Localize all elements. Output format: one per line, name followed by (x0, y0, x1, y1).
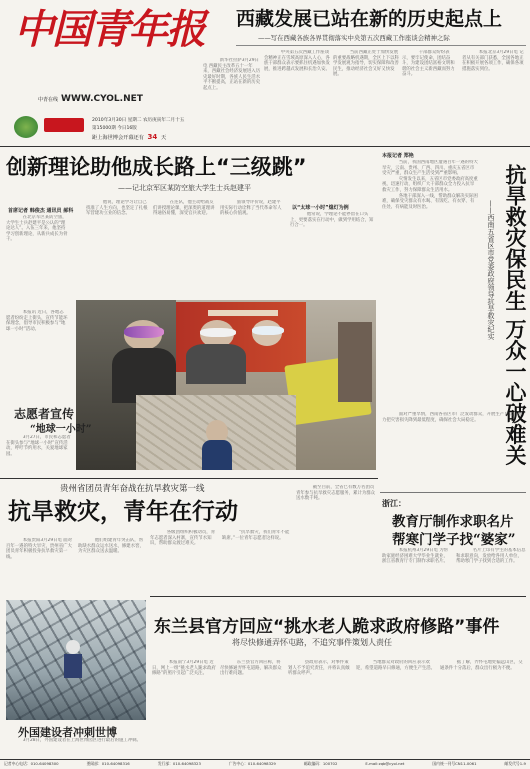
expo-construction-photo (6, 600, 146, 720)
photo-caption-text: 3月27日，市民和志愿者在街头参与“地球一小时”宣传活动，呼吁节约用水，关爱地球家园。 (6, 435, 71, 457)
top-story-col-4: 干部群众纷纷表示，要牢记使命，团结奋斗，为建设团结富裕文明和谐的社会主义新西藏而努力奋斗。 (402, 50, 455, 78)
drought-story-kicker: 贵州省团员青年奋战在抗旱救灾第一线 (60, 484, 205, 494)
masthead-site[interactable] (38, 94, 143, 104)
edu-col-1: 本报杭州3月29日电 为帮助家庭经济困难大学毕业生就业，浙江省教育厅专门制作求职名片。 (382, 548, 449, 565)
side-story-subtitle (482, 200, 496, 340)
lead-story-byline: 首席记者 韩俊杰 通讯员 郝科 (8, 208, 74, 214)
footer-item: 要闻部：010-64098316 (86, 761, 130, 766)
issue-extra: 第15000期 今日16版 (92, 126, 137, 131)
bottom-story-subtitle: 将尽快修通弄怀屯路，不追究事件策划人责任 (232, 638, 392, 647)
top-story-col-3: 当前西藏正处于加快发展的重要战略机遇期，全区上下以科学发展观为指导，切实保障和改善民生，推动经济社会又好又快发展。 (333, 50, 399, 78)
drought-col-5: 截至目前，全省已有数万名团员青年参与抗旱救灾志愿服务，累计为群众送水数千吨。 (296, 485, 376, 502)
side-story-col-2: 面对严重旱情，西南各省区市广泛发动群众，开展生产自救，努力把灾害损失降到最低程度，确保社会大局稳定。 (382, 412, 522, 423)
top-story-subtitle: ——写在西藏各族各界贯彻落实中央第五次西藏工作座谈会精神之际 (258, 34, 450, 42)
small-logo (44, 118, 84, 132)
footer-item: 邮政编码：100702 (303, 761, 338, 766)
footer-bar (4, 761, 526, 769)
photo-caption-title: 志愿者宣传 (14, 407, 75, 421)
side-story-headline-text: 抗旱救灾保民生 万众一心破难关 (503, 164, 527, 466)
drought-story-headline[interactable]: 抗旱救灾，青年在行动 (8, 499, 238, 525)
drought-col-2: 他们组建青年突击队，帮助缺水群众运水送水，修建水窖，为灾区群众送去温暖。 (78, 538, 144, 555)
countdown-days: 34 (147, 133, 158, 141)
expo-countdown (92, 133, 166, 141)
bottom-photo-caption: 外国建设者冲刺世博 (18, 726, 117, 739)
lead-story-col-5: 他常说，学理论不能停留在口头上，更要落实在行动中，做到学用结合，知行合一。 (290, 212, 374, 229)
edu-story-line2[interactable]: 帮寒门学子找“婆家” (392, 532, 516, 548)
bottom-col-2: 东兰县官方回应称，将尽快修通弄怀屯道路，解决群众出行难问题。 (220, 660, 282, 677)
bottom-col-1: 本报南宁3月29日电 近日，网上一组“挑水老人跪求政府修路”的照片引起广泛关注。 (152, 660, 216, 677)
footer-item[interactable]: E-mail:zqb@cyol.net (365, 761, 405, 766)
lead-story-headline[interactable]: 创新理论助他成长路上“三级跳” (6, 155, 307, 179)
site-url: WWW.CYOL.NET (61, 94, 143, 104)
edu-story-kicker: 浙江： (382, 499, 406, 508)
side-story-col-1: 当前，我国西南地区遭遇百年一遇的特大旱灾，云南、贵州、广西、四川、重庆五省区市受灾严重，群众生产生活受到严重影响。 灾情发生以来，五省区市党委政府高度重视，迅速行动，组织广大干部群众全力投入抗旱救灾工作，努力保障群众生活用水。 各地干部深入一线，帮助群众解决实际困难，确保受灾群众有水喝、有饭吃、有衣穿、有住处、有病能及时医治。 (382, 160, 478, 210)
expo-badge (14, 116, 38, 138)
edu-col-2: 名片上印有学生的基本信息和求职意向，发放给各用人单位，帮助寒门学子找到合适的工作。 (456, 548, 526, 565)
bottom-col-3: 县政府表示，对事件策划人不予追究责任，并将认真倾听群众呼声。 (288, 660, 350, 677)
drought-col-1: 本报贵阳3月29日电 面对百年一遇的特大旱灾，贵州省广大团员青年积极投身抗旱救灾第一线。 (6, 538, 73, 560)
lead-story-col-4: 旅领导评价说，赵建平用实际行动诠释了当代革命军人的核心价值观。 (220, 200, 282, 217)
side-story-subtitle-text: ——西南五省区市党委政府领导抗旱救灾纪实 (487, 200, 495, 340)
footer-item: 记者中心电话：010-64098300 (4, 761, 59, 766)
bottom-photo-text: 3月28日，外国建设者在上海世博园区进行最后的施工冲刺。 (14, 738, 141, 743)
countdown-label: 距上海世博会开幕还有 (92, 135, 144, 141)
lead-story-col-2: 他说，理论学习让自己找准了人生方向，也坚定了扎根军营建功立业的信念。 (86, 200, 148, 217)
site-prefix: 中青在线 (38, 97, 59, 103)
countdown-unit: 天 (160, 135, 167, 141)
footer-item: 发行部：010-64098323 (157, 761, 201, 766)
bottom-col-4: 当地群众对政府的回应表示欢迎，希望道路早日修通，方便生产生活。 (356, 660, 436, 671)
footer-item: 邮发代号1-9 (504, 761, 526, 766)
left-column-story: 本报讯 近日，各地志愿者纷纷走上街头，宣传节能环保理念，倡导市民积极参与“地球一小时”活动。 (6, 310, 68, 332)
footer-item: 广告中心：010-64098329 (228, 761, 276, 766)
masthead-logo: 中国青年报 (14, 6, 204, 53)
footer-item: 国内统一刊号CN11-0061 (432, 761, 477, 766)
photo-caption-quote: “地球一小时” (30, 424, 92, 435)
bottom-col-5: 据了解，弄怀屯地处偏远山区，交通条件十分落后，群众出行极为不便。 (440, 660, 523, 671)
lead-story-col-3: 在连队，他主动给战友们讲授理论课，把深奥的道理讲得通俗易懂，深受官兵欢迎。 (153, 200, 215, 217)
drought-col-3: 各级团组织积极动员，青年志愿者深入村寨，宣传节水知识，帮助群众渡过难关。 (150, 530, 216, 547)
hour-section-sub: 以“太球一小时”熄灯为例 (292, 205, 349, 211)
top-story-headline[interactable]: 西藏发展已站在新的历史起点上 (236, 8, 503, 30)
bottom-story-headline[interactable]: 东兰县官方回应“挑水老人跪求政府修路”事件 (154, 617, 500, 637)
edu-story-line1[interactable]: 教育厅制作求职名片 (392, 514, 514, 530)
top-story-col-2: 中央第五次西藏工作座谈会精神正在雪域高原深入人心，各族干部群众表示要抓住机遇加快发展，推进跨越式发展和长治久安。 (264, 50, 330, 72)
lead-story-subtitle: ——记北京军区某防空旅大学生士兵赵建平 (118, 184, 251, 192)
lead-story-col-1: 在北京军区某防空旅，大学生士兵赵建平是公认的“理论达人”。入伍三年来，他坚持学习创新理论，从新兵成长为骨干。 (6, 215, 68, 243)
top-right-column: 本报北京3月29日电 记者从有关部门获悉，全国各地正在积极开展各项工作，确保各项措施落实到位。 (462, 50, 524, 72)
issue-line: 2010年3月30日 星期二 农历庚寅年二月十五 (92, 118, 185, 123)
top-story-col-1: 新华社拉萨3月29日电 西藏民主改革五十一年来，西藏社会经济发展进入历史最好时期，各族人民生活水平不断提高，正站在新的历史起点上。 (203, 58, 261, 91)
youth-section-sub: 本报记者 郑艳 (382, 153, 414, 159)
drought-col-4: “抗旱救灾，我们青年不能缺席。”一位青年志愿者这样说。 (222, 530, 290, 541)
volunteer-photo (76, 300, 376, 470)
